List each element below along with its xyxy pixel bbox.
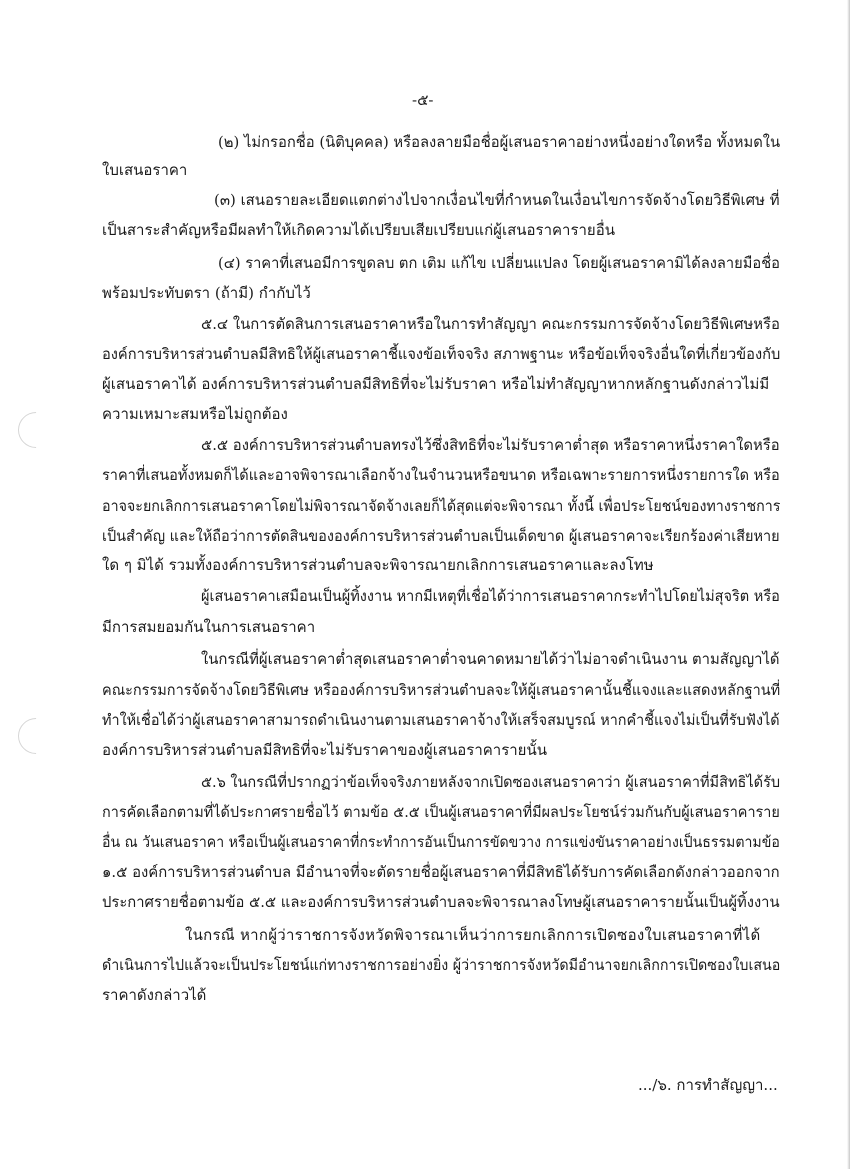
- text-line: ทำให้เชื่อได้ว่าผู้เสนอราคาสามารถดำเนินงานตามเสนอราคาจ้างให้เสร็จสมบูรณ์ หากคำชี้แจงไม่เป็นที่รับฟังได้: [102, 711, 780, 729]
- text-line: มีการสมยอมกันในการเสนอราคา: [102, 618, 316, 636]
- continuation-footer: .../๖. การทำสัญญา...: [638, 1076, 778, 1094]
- text-line: (๓) เสนอรายละเอียดแตกต่างไปจากเงื่อนไขที่กำหนดในเงื่อนไขการจัดจ้างโดยวิธีพิเศษ ที่: [214, 191, 780, 209]
- text-line: ราคาดังกล่าวได้: [102, 986, 207, 1004]
- text-line: ใด ๆ มิได้ รวมทั้งองค์การบริหารส่วนตำบลจะพิจารณายกเลิกการเสนอราคาและลงโทษ: [102, 556, 654, 574]
- text-line: ๕.๔ ในการตัดสินการเสนอราคาหรือในการทำสัญญา คณะกรรมการจัดจ้างโดยวิธีพิเศษหรือ: [201, 315, 780, 333]
- punch-hole-mark: [11, 711, 62, 762]
- text-line: การคัดเลือกตามที่ได้ประกาศรายชื่อไว้ ตามข้อ ๕.๕ เป็นผู้เสนอราคาที่มีผลประโยชน์ร่วมกันกับผู้เสนอราคาราย: [102, 803, 780, 821]
- text-line: ราคาที่เสนอทั้งหมดก็ได้และอาจพิจารณาเลือกจ้างในจำนวนหรือขนาด หรือเฉพาะรายการหนึ่งรายการใด หรือ: [102, 466, 780, 484]
- text-line: อื่น ณ วันเสนอราคา หรือเป็นผู้เสนอราคาที่กระทำการอันเป็นการขัดขวาง การแข่งขันราคาอย่างเป็นธรรมตามข้อ: [102, 833, 780, 851]
- text-line: อาจจะยกเลิกการเสนอราคาโดยไม่พิจารณาจัดจ้างเลยก็ได้สุดแต่จะพิจารณา ทั้งนี้ เพื่อประโยชน์ของทางราชการ: [102, 497, 781, 515]
- text-line: (๒) ไม่กรอกชื่อ (นิติบุคคล) หรือลงลายมือชื่อผู้เสนอราคาอย่างหนึ่งอย่างใดหรือ ทั้งหมดใน: [218, 133, 781, 151]
- text-line: ในกรณี หากผู้ว่าราชการจังหวัดพิจารณาเห็นว่าการยกเลิกการเปิดซองใบเสนอราคาที่ได้: [185, 926, 761, 944]
- text-line: ดำเนินการไปแล้วจะเป็นประโยชน์แก่ทางราชการอย่างยิ่ง ผู้ว่าราชการจังหวัดมีอำนาจยกเลิกการเปิดซองใบเสนอ: [102, 956, 781, 974]
- text-line: เป็นสาระสำคัญหรือมีผลทำให้เกิดความได้เปรียบเสียเปรียบแก่ผู้เสนอราคารายอื่น: [102, 221, 615, 239]
- page-number: -๕-: [412, 91, 434, 109]
- text-line: องค์การบริหารส่วนตำบลมีสิทธิที่จะไม่รับราคาของผู้เสนอราคารายนั้น: [102, 741, 547, 759]
- text-line: องค์การบริหารส่วนตำบลมีสิทธิให้ผู้เสนอราคาชี้แจงข้อเท็จจริง สภาพฐานะ หรือข้อเท็จจริงอื่นใดที่เกี่ยวข้องกับ: [102, 345, 781, 363]
- text-line: ๕.๕ องค์การบริหารส่วนตำบลทรงไว้ซึ่งสิทธิที่จะไม่รับราคาต่ำสุด หรือราคาหนึ่งราคาใดหรือ: [201, 436, 780, 454]
- text-line: ผู้เสนอราคาได้ องค์การบริหารส่วนตำบลมีสิทธิที่จะไม่รับราคา หรือไม่ทำสัญญาหากหลักฐานดังกล่าวไม่มี: [102, 375, 770, 393]
- text-line: คณะกรรมการจัดจ้างโดยวิธีพิเศษ หรือองค์การบริหารส่วนตำบลจะให้ผู้เสนอราคานั้นชี้แจงและแสดงหลักฐานที่: [102, 681, 781, 699]
- text-line: เป็นสำคัญ และให้ถือว่าการตัดสินขององค์การบริหารส่วนตำบลเป็นเด็ดขาด ผู้เสนอราคาจะเรียกร้องค่าเสียหาย: [102, 527, 780, 545]
- text-line: ใบเสนอราคา: [102, 161, 188, 179]
- text-line: ๑.๕ องค์การบริหารส่วนตำบล มีอำนาจที่จะตัดรายชื่อผู้เสนอราคาที่มีสิทธิได้รับการคัดเลือกดังกล่าวออกจาก: [102, 863, 780, 881]
- punch-hole-mark: [11, 405, 62, 456]
- text-line: ๕.๖ ในกรณีที่ปรากฏว่าข้อเท็จจริงภายหลังจากเปิดซองเสนอราคาว่า ผู้เสนอราคาที่มีสิทธิได้รับ: [201, 773, 781, 791]
- text-line: ในกรณีที่ผู้เสนอราคาต่ำสุดเสนอราคาต่ำจนคาดหมายได้ว่าไม่อาจดำเนินงาน ตามสัญญาได้: [201, 650, 780, 668]
- text-line: ความเหมาะสมหรือไม่ถูกต้อง: [102, 405, 288, 423]
- text-line: (๔) ราคาที่เสนอมีการขูดลบ ตก เติม แก้ไข เปลี่ยนแปลง โดยผู้เสนอราคามิได้ลงลายมือชื่อ: [218, 254, 780, 272]
- text-line: ผู้เสนอราคาเสมือนเป็นผู้ทิ้งงาน หากมีเหตุที่เชื่อได้ว่าการเสนอราคากระทำไปโดยไม่สุจริต หรือ: [201, 587, 780, 605]
- text-line: ประกาศรายชื่อตามข้อ ๕.๕ และองค์การบริหารส่วนตำบลจะพิจารณาลงโทษผู้เสนอราคารายนั้นเป็นผู้ทิ้งงาน: [102, 893, 780, 911]
- text-line: พร้อมประทับตรา (ถ้ามี) กำกับไว้: [102, 284, 311, 302]
